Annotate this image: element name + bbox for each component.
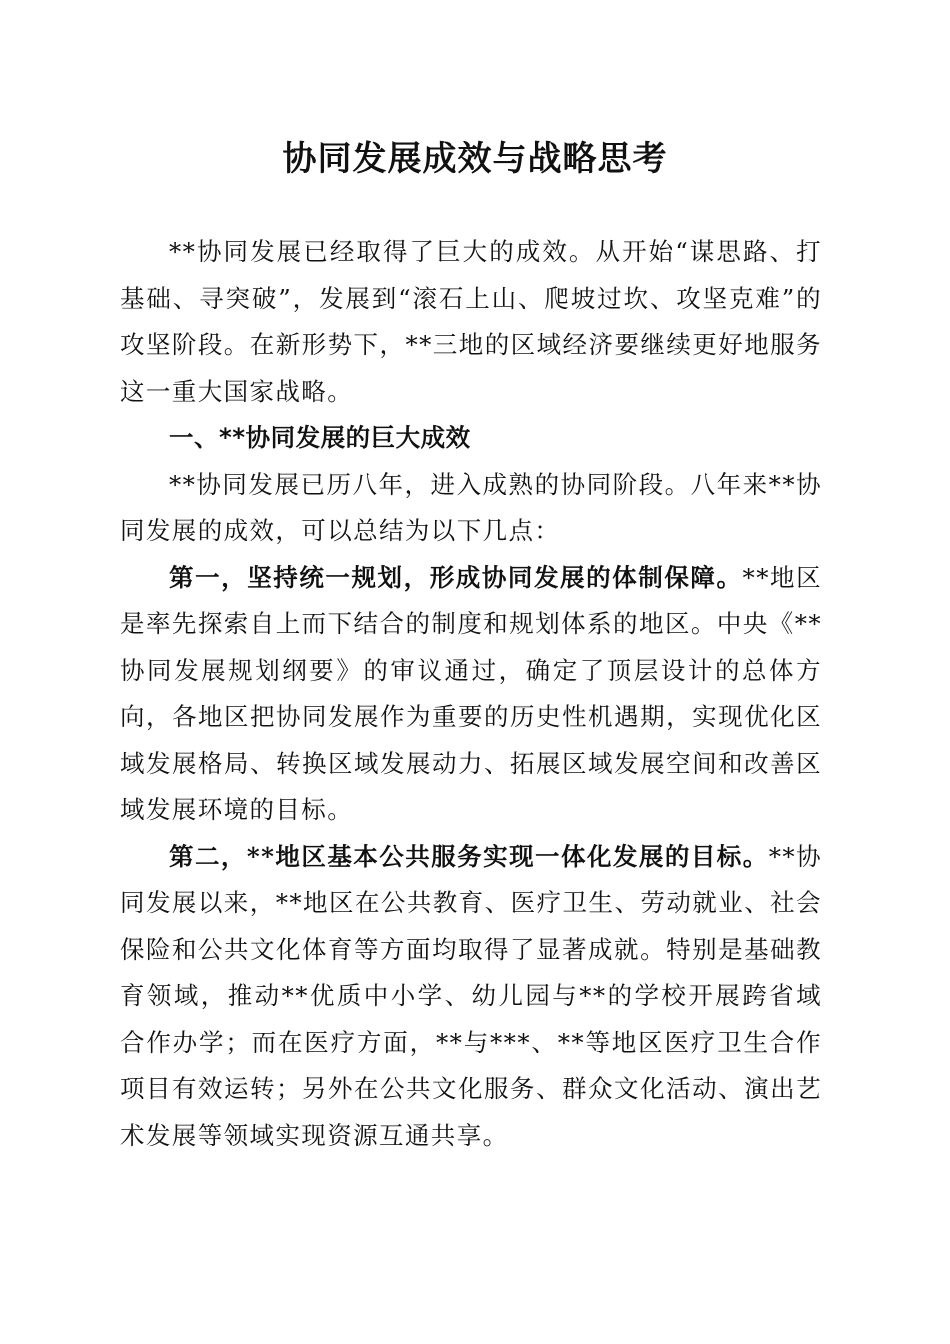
intro-paragraph: **协同发展已经取得了巨大的成效。从开始“谋思路、打基础、寻突破”，发展到“滚石上山、爬坡过坎、攻坚克难”的攻坚阶段。在新形势下，**三地的区域经济要继续更好地服务这一重大国家战略。 (120, 237, 822, 406)
point-one-body: **地区是率先探索自上而下结合的制度和规划体系的地区。中央《**协同发展规划纲要》的审议通过，确定了顶层设计的总体方向，各地区把协同发展作为重要的历史性机遇期，实现优化区域发展格局、转换区域发展动力、拓展区域发展空间和改善区域发展环境的目标。 (120, 562, 822, 824)
document-body (120, 229, 822, 1159)
point-two-lead: 第二，**地区基本公共服务实现一体化发展的目标。 (169, 841, 769, 871)
point-two-body: **协同发展以来，**地区在公共教育、医疗卫生、劳动就业、社会保险和公共文化体育等方面均取得了显著成就。特别是基础教育领域，推动**优质中小学、幼儿园与**的学校开展跨省域合作办学；而在医疗方面，**与***、**等地区医疗卫生合作项目有效运转；另外在公共文化服务、群众文化活动、演出艺术发展等领域实现资源互通共享。 (120, 841, 822, 1150)
document-title: 协同发展成效与战略思考 (282, 139, 668, 179)
section-heading: 一、**协同发展的巨大成效 (169, 423, 471, 452)
point-one-lead: 第一，坚持统一规划，形成协同发展的体制保障。 (169, 562, 743, 592)
point-two-paragraph (120, 834, 822, 1160)
point-one-paragraph (120, 555, 822, 834)
overview-paragraph: **协同发展已历八年，进入成熟的协同阶段。八年来**协同发展的成效，可以总结为以下几点： (120, 469, 822, 545)
